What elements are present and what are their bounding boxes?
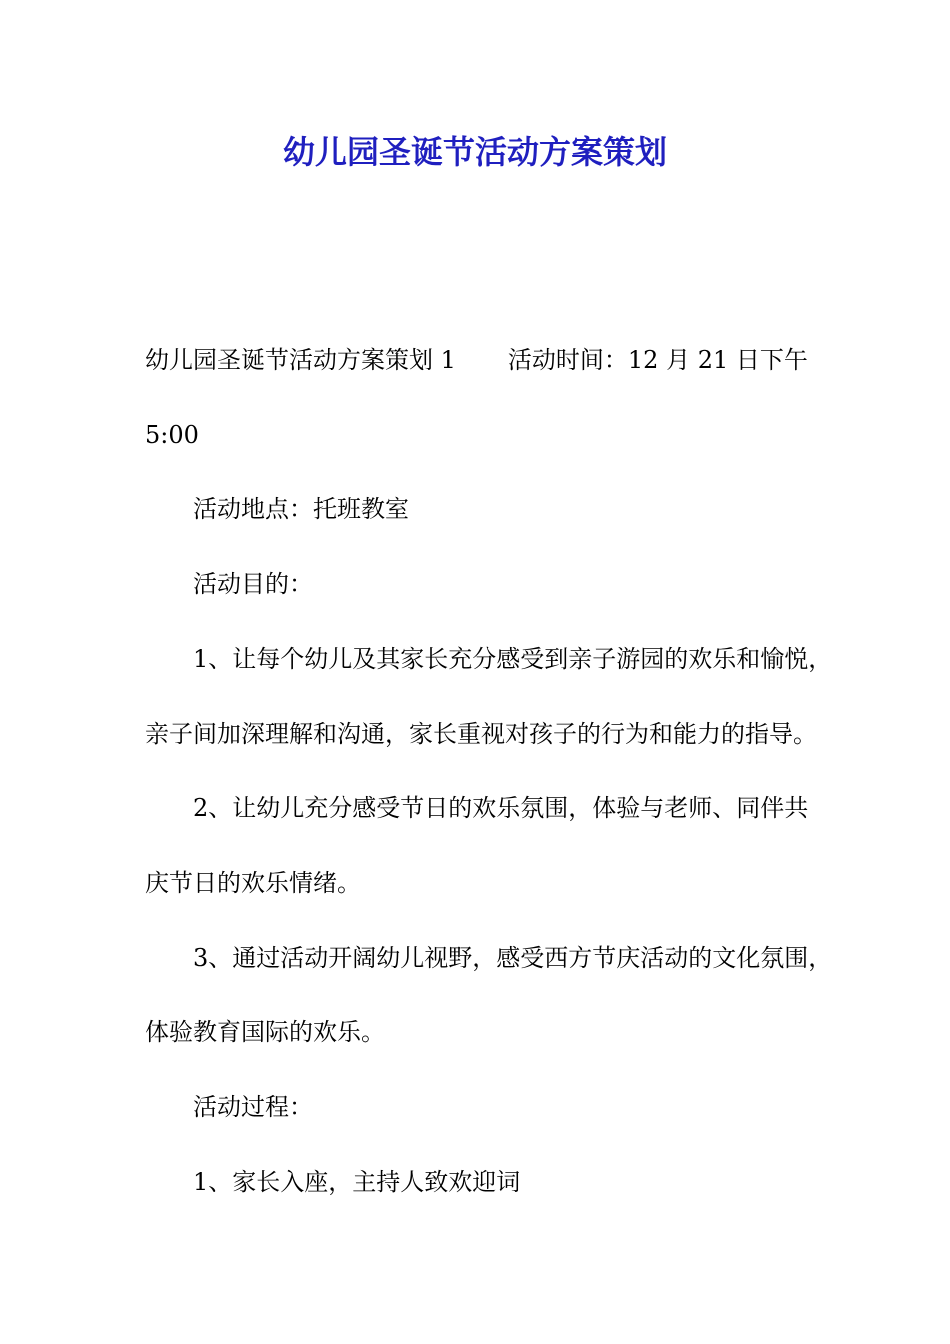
- intro-heading: 幼儿园圣诞节活动方案策划 1: [145, 346, 456, 374]
- activity-time-continued: 5:00: [145, 421, 199, 449]
- process-step-1: 1、家长入座，主持人致欢迎词: [193, 1168, 521, 1196]
- goal-3-line-2: 体验教育国际的欢乐。: [145, 1018, 385, 1046]
- activity-time: 活动时间：12 月 21 日下午: [507, 346, 808, 374]
- goal-1-line-2: 亲子间加深理解和沟通，家长重视对孩子的行为和能力的指导。: [145, 720, 817, 748]
- goal-1-line-1: 1、让每个幼儿及其家长充分感受到亲子游园的欢乐和愉悦，: [193, 645, 833, 673]
- activity-goal-heading: 活动目的：: [193, 570, 313, 598]
- document-title: 幼儿园圣诞节活动方案策划: [282, 133, 667, 171]
- activity-location: 活动地点：托班教室: [193, 495, 409, 523]
- intro-line: [145, 342, 815, 378]
- activity-process-heading: 活动过程：: [193, 1093, 313, 1121]
- goal-3-line-1: 3、通过活动开阔幼儿视野，感受西方节庆活动的文化氛围，: [193, 944, 833, 972]
- goal-2-line-2: 庆节日的欢乐情绪。: [145, 869, 361, 897]
- goal-2-line-1: 2、让幼儿充分感受节日的欢乐氛围，体验与老师、同伴共: [193, 794, 809, 822]
